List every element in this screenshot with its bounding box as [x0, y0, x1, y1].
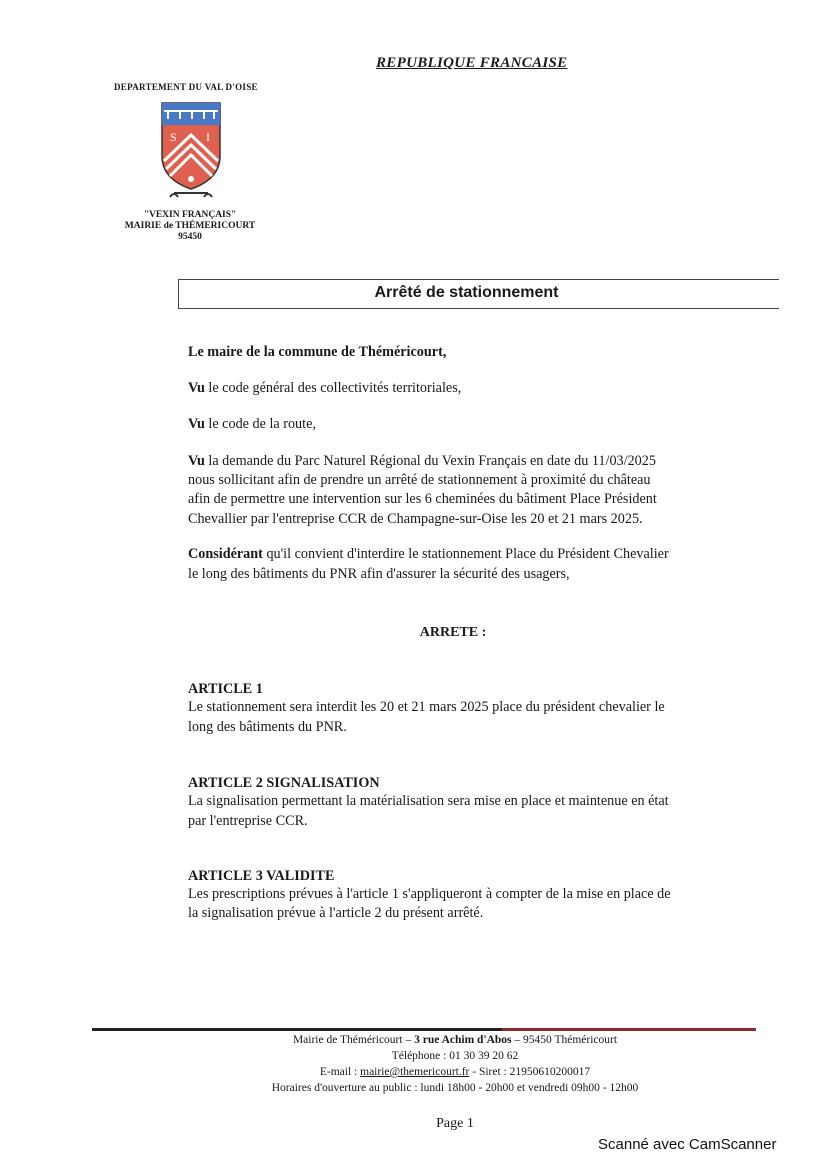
svg-text:I: I — [206, 130, 210, 144]
article-heading: ARTICLE 3 VALIDITE — [188, 868, 335, 884]
considerant-label: Considérant — [188, 546, 263, 562]
arrete-heading: ARRETE : — [419, 625, 487, 640]
postcode: 95450 — [178, 232, 202, 242]
article-text-line: Les prescriptions prévues à l'article 1 s'appliqueront à compter de la mise en place de — [188, 886, 671, 902]
email-link[interactable]: mairie@themericourt.fr — [360, 1066, 470, 1078]
vu-text-line: afin de permettre une intervention sur les 6 cheminées du bâtiment Place Président — [188, 491, 657, 507]
vu-text-line: nous sollicitant afin de prendre un arrêté de stationnement à proximité du château — [188, 472, 651, 488]
vu-text-line: Chevallier par l'entreprise CCR de Champagne-sur-Oise les 20 et 21 mars 2025. — [188, 511, 643, 527]
email-label: E-mail : — [319, 1066, 361, 1078]
vu-demande — [188, 453, 656, 470]
article-text-line: La signalisation permettant la matérialisation sera mise en place et maintenue en état — [188, 793, 669, 809]
mairie-name: MAIRIE de THÉMERICOURT — [124, 221, 256, 231]
document-title: Arrêté de stationnement — [374, 284, 559, 301]
camscanner-watermark: Scanné avec CamScanner — [598, 1136, 777, 1153]
municipality-block — [100, 210, 280, 243]
vu-text: le code général des collectivités territoriales, — [204, 380, 462, 396]
vu-label: Vu — [188, 453, 205, 469]
intro: Le maire de la commune de Théméricourt, — [188, 344, 447, 360]
svg-text:S: S — [170, 130, 177, 144]
article-text-line: Le stationnement sera interdit les 20 et 21 mars 2025 place du président chevalier le — [188, 699, 665, 715]
address-part: – 95450 Théméricourt — [511, 1034, 618, 1046]
siret: - Siret : 21950610200017 — [469, 1066, 591, 1078]
considerant — [188, 546, 669, 563]
address-part: Mairie de Théméricourt – — [292, 1034, 415, 1046]
vu-label: Vu — [188, 416, 205, 432]
vu-cgct — [188, 380, 461, 397]
vu-label: Vu — [188, 380, 205, 396]
footer-hours: Horaires d'ouverture au public : lundi 18h00 - 20h00 et vendredi 09h00 - 12h00 — [271, 1082, 639, 1094]
article-heading: ARTICLE 2 SIGNALISATION — [188, 775, 380, 791]
page-number: Page 1 — [436, 1116, 474, 1131]
footer-address — [150, 1034, 760, 1046]
footer-contact — [150, 1066, 760, 1078]
article-heading: ARTICLE 1 — [188, 681, 263, 697]
vu-route — [188, 416, 316, 433]
crest-name: "VEXIN FRANÇAIS" — [143, 210, 237, 220]
vu-text: le code de la route, — [204, 416, 316, 432]
considerant-text: qu'il convient d'interdire le stationnement Place du Président Chevalier — [262, 546, 669, 562]
considerant-text-line: le long des bâtiments du PNR afin d'assurer la sécurité des usagers, — [188, 566, 570, 582]
article-text-line: par l'entreprise CCR. — [188, 813, 308, 829]
department-label: DEPARTEMENT DU VAL D'OISE — [114, 82, 258, 92]
article-text-line: la signalisation prévue à l'article 2 du présent arrêté. — [188, 905, 484, 921]
coat-of-arms-logo — [158, 101, 224, 201]
address-street: 3 rue Achim d'Abos — [414, 1034, 512, 1046]
footer-phone: Téléphone : 01 30 39 20 62 — [391, 1050, 519, 1062]
footer-divider-accent — [502, 1028, 756, 1031]
article-text-line: long des bâtiments du PNR. — [188, 719, 347, 735]
footer-divider — [92, 1028, 502, 1031]
republic-heading: REPUBLIQUE FRANCAISE — [376, 55, 568, 71]
vu-text: la demande du Parc Naturel Régional du Vexin Français en date du 11/03/2025 — [204, 453, 656, 469]
